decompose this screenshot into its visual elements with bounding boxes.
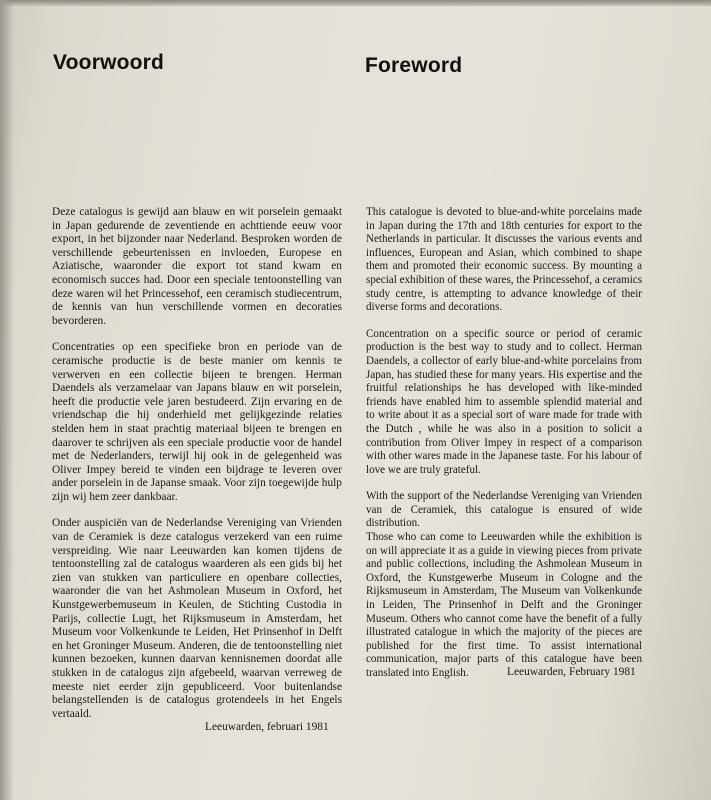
dutch-signature: Leeuwarden, februari 1981 [205,721,329,733]
dutch-paragraph-1: Deze catalogus is gewijd aan blauw en wit porselein gemaakt in Japan gedurende de zeventiende en achttiende eeuw voor export, in het bijzonder naar Nederland. Besproken worden de verschillende gebeurtenissen en invloeden, Europese en Aziatische, waaronder die export tot stand kwam en economisch succes had. Door een speciale tentoonstelling van deze waren wil het Princessehof, een ceramisch studiecentrum, de kennis van hun verschillende vormen en decoraties bevorderen. [52,206,342,327]
dutch-paragraph-3: Onder auspiciën van de Nederlandse Vereniging van Vrienden van de Ceramiek is deze catalogus verzekerd van een ruime verspreiding. Wie naar Leeuwarden kan komen tijdens de tentoonstelling zal de catalogus waarderen als een gids bij het zien van stukken van particuliere en openbare collecties, waaronder die van het Ashmolean Museum in Oxford, het Kunstgewerbemuseum in Keulen, de Stichting Custodia in Parijs, collectie Lugt, het Rijksmuseum in Amsterdam, het Museum voor Volkenkunde te Leiden, Het Prinsenhof in Delft en het Groninger Museum. Anderen, die de tentoonstelling niet kunnen bezoeken, kunnen daarvan kennisnemen doordat alle stukken in de catalogus zijn afgebeeld, waarvan verreweg de meeste niet eerder zijn gepubliceerd. Voor buitenlandse belangstellenden is de catalogus grotendeels in het Engels vertaald. [52,517,342,720]
english-paragraph-4: Those who can come to Leeuwarden while the exhibition is on will appreciate it as a guide in viewing pieces from private and public collections, including the Ashmolean Museum in Oxford, the Kunstgewerbe Museum in Cologne and the Rijksmuseum in Amsterdam, The Museum van Volkenkunde in Leiden, The Prinsenhof in Delft and the Groninger Museum. Others who cannot come have the benefit of a fully illustrated catalogue in which the majority of the pieces are published for the first time. To assist international communication, major parts of this catalogue have been translated into English. [366,531,642,679]
english-signature: Leeuwarden, February 1981 [507,666,636,678]
english-paragraph-2: Concentration on a specific source or period of ceramic production is the best way to study and to collect. Herman Daendels, a collector of early blue-and-white porcelains from Japan, has studied these for many years. His expertise and the fruitful relationships he has developed with like-minded friends have enabled him to assemble splendid material and to write about it as a special sort of ware made for trade with the Dutch , while he was also in a position to solicit a contribution from Oliver Impey in respect of a comparison with other wares made in the Japanese taste. For his labour of love we are truly grateful. [366,327,642,476]
english-paragraph-3: With the support of the Nederlandse Vereniging van Vrienden van de Ceramiek, this catalogue is ensured of wide distribution. [366,490,642,530]
dutch-paragraph-2: Concentraties op een specifieke bron en periode van de ceramische productie is de beste manier om kennis te verwerven en een collectie bijeen te brengen. Herman Daendels als verzamelaar van Japans blauw en wit porselein, heeft die productie vele jaren bestudeerd. Zijn ervaring en de vriendschap die hij onderhield met gelijkgezinde relaties stelden hem in staat prachtig materiaal bijeen te brengen en daarover te schrijven als een speciale productie voor de handel met de Nederlanders, terwijl hij ook in de gelegenheid was Oliver Impey bereid te vinden een bijdrage te leveren over ander porselein in de Japanse smaak. Voor zijn toegewijde hulp zijn wij hem zeer dankbaar. [52,341,342,503]
dutch-title: Voorwoord [53,51,165,74]
page-binding-shadow [0,0,14,800]
english-title: Foreword [365,54,463,77]
dutch-column [52,206,342,734]
english-column [366,206,642,694]
english-paragraph-1: This catalogue is devoted to blue-and-white porcelains made in Japan during the 17th and 18th centuries for export to the Netherlands in particular. It discusses the various events and influences, European and Asian, which combined to shape them and promoted their economic success. By mounting a special exhibition of these wares, the Princessehof, a ceramics study centre, is attempting to advance knowledge of their diverse forms and decorations. [366,206,643,314]
page-top-edge [0,0,711,6]
